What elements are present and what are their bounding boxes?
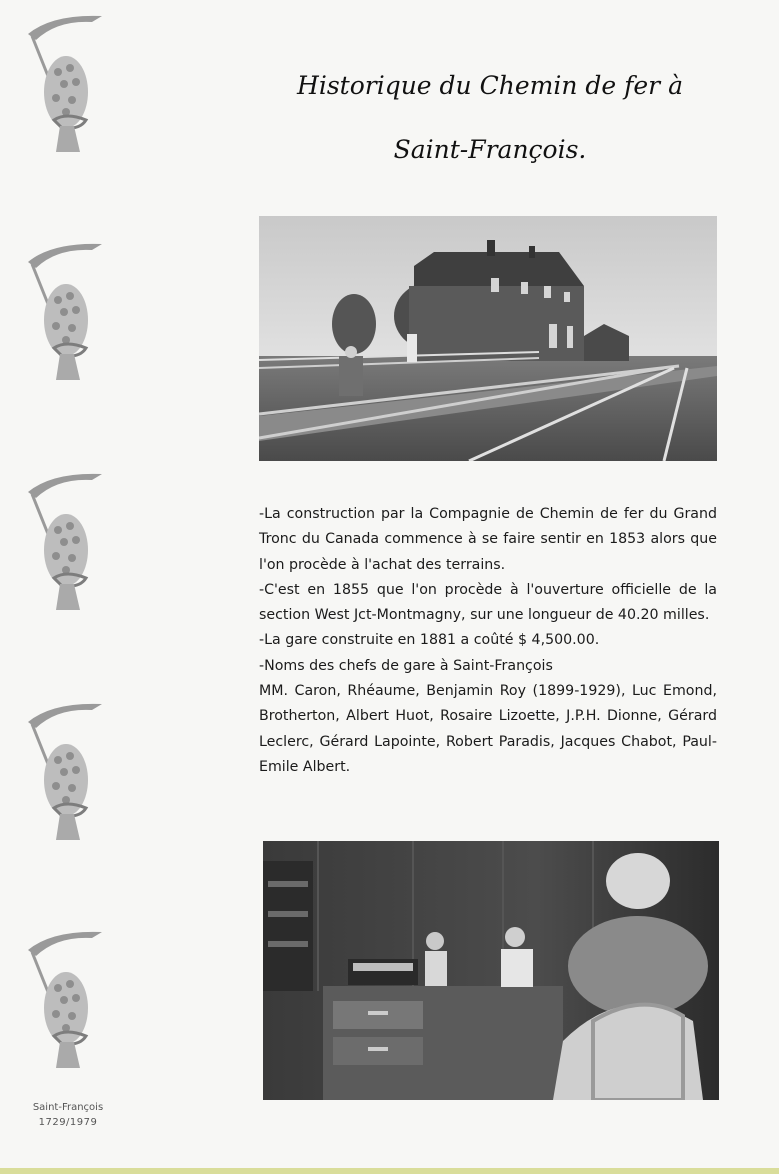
sickle-sheaf-ornament-icon — [22, 240, 112, 390]
paragraph-stationmasters-list: MM. Caron, Rhéaume, Benjamin Roy (1899-1929), Luc Emond, Brotherton, Albert Huot, Rosaire Lizoette, J.P.H. Dionne, Gérard Leclerc, Gérard Lapointe, Robert Paradis, Jacques Chabot, Paul-Emile Albert. — [259, 683, 717, 775]
paragraph-stationmasters-heading: -Noms des chefs de gare à Saint-François — [259, 657, 553, 674]
title-line-1: Historique du Chemin de fer à — [297, 71, 683, 100]
page-title — [250, 54, 730, 182]
paragraph-construction: -La construction par la Compagnie de Chemin de fer du Grand Tronc du Canada commence à se faire sentir en 1853 alors que l'on procède à l'achat des terrains. — [259, 506, 717, 573]
paragraph-opening: -C'est en 1855 que l'on procède à l'ouverture officielle de la section West Jct-Montmagny, sur une longueur de 40.20 milles. — [259, 581, 717, 624]
sickle-sheaf-ornament-icon — [22, 700, 112, 850]
footer-mark — [18, 1100, 118, 1130]
sickle-sheaf-ornament-icon — [22, 928, 112, 1078]
sickle-sheaf-ornament-icon — [22, 470, 112, 620]
body-text — [259, 502, 717, 780]
page-bottom-edge — [0, 1168, 779, 1174]
sickle-sheaf-ornament-icon — [22, 12, 112, 162]
footer-place: Saint-François — [32, 1102, 104, 1113]
station-office-interior-photo — [263, 841, 719, 1100]
paragraph-cost: -La gare construite en 1881 a coûté $ 4,500.00. — [259, 632, 600, 649]
title-line-2: Saint-François. — [393, 135, 587, 164]
railway-station-photo — [259, 216, 717, 461]
footer-years: 1729/1979 — [38, 1117, 98, 1128]
left-margin-ornaments — [0, 0, 140, 1174]
